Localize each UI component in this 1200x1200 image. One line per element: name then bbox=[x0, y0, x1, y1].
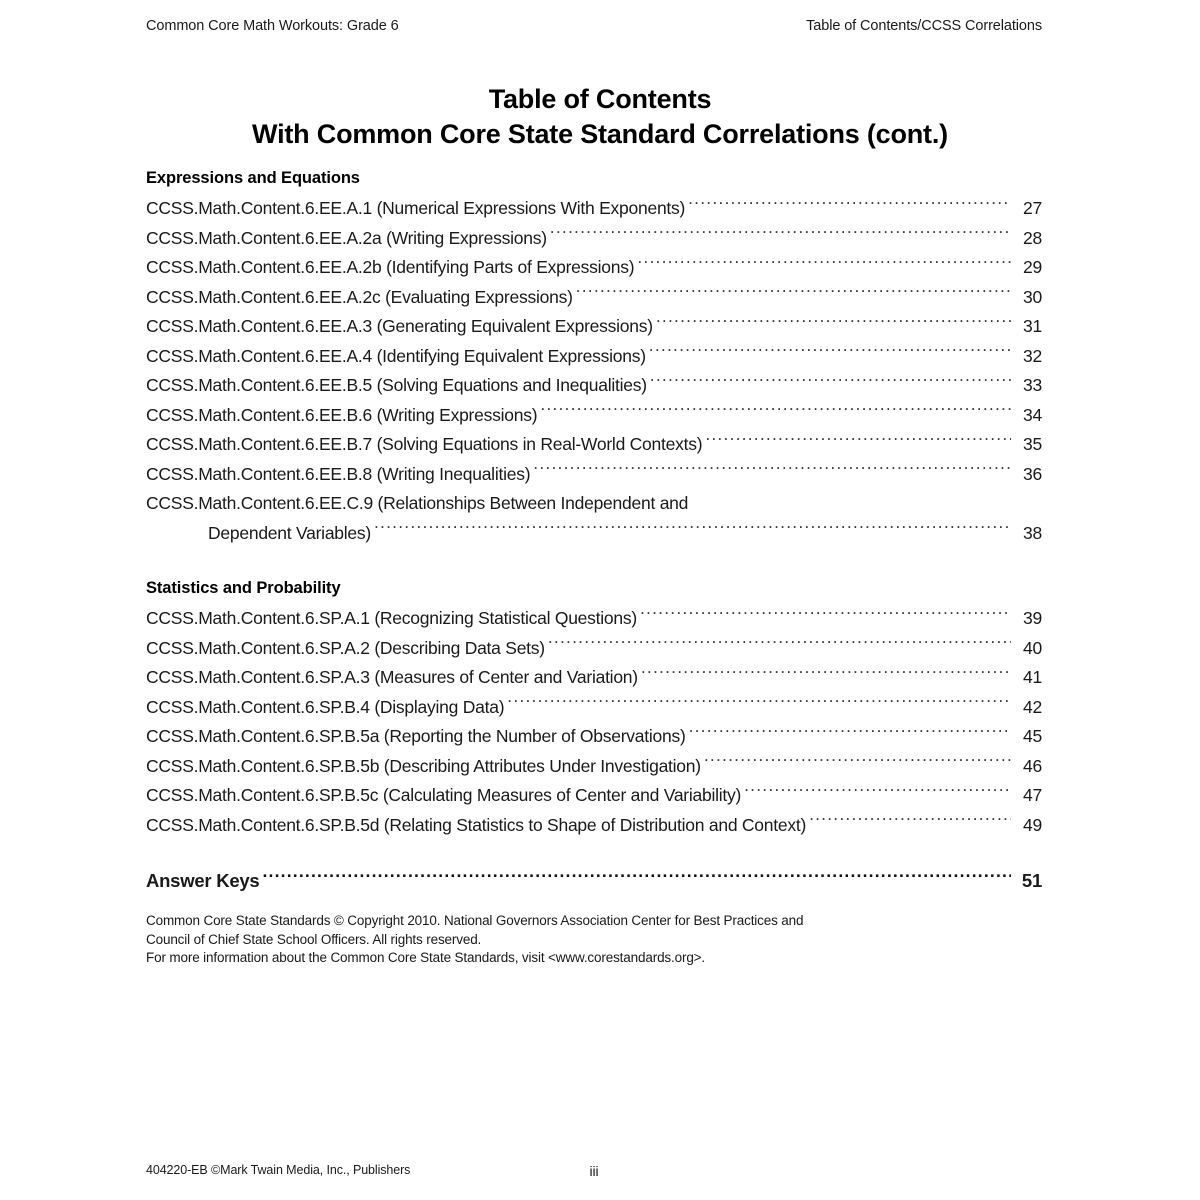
running-head bbox=[146, 18, 1042, 34]
toc-entry[interactable] bbox=[146, 519, 1042, 549]
page-number: iii bbox=[589, 1163, 599, 1179]
toc-entry-label: CCSS.Math.Content.6.EE.A.3 (Generating Equivalent Expressions) bbox=[146, 316, 653, 336]
toc-entry[interactable] bbox=[146, 283, 1042, 313]
running-head-right: Table of Contents/CCSS Correlations bbox=[806, 18, 1042, 34]
section-heading: Expressions and Equations bbox=[146, 169, 360, 187]
toc-entry[interactable] bbox=[146, 811, 1042, 841]
page-title bbox=[100, 82, 1100, 152]
toc-entry[interactable] bbox=[146, 693, 1042, 723]
toc-entry-page: 33 bbox=[1023, 375, 1042, 395]
toc-entry-page: 45 bbox=[1023, 726, 1042, 746]
toc-entry-page: 29 bbox=[1023, 257, 1042, 277]
toc-entry-page: 41 bbox=[1023, 667, 1042, 687]
footnote-line-1: Common Core State Standards © Copyright 2010. National Governors Association Center for Best Practices and bbox=[146, 913, 804, 928]
leader-dots bbox=[704, 754, 1011, 772]
toc-entry-label: CCSS.Math.Content.6.EE.A.2a (Writing Expressions) bbox=[146, 227, 547, 248]
leader-dots bbox=[744, 784, 1011, 802]
leader-dots bbox=[507, 695, 1011, 713]
toc-entry-label: Dependent Variables) bbox=[208, 522, 371, 543]
toc-entry[interactable] bbox=[146, 371, 1042, 401]
toc-entry-label: CCSS.Math.Content.6.EE.A.1 (Numerical Expressions With Exponents) bbox=[146, 198, 686, 218]
toc-entry-label: CCSS.Math.Content.6.SP.B.5c (Calculating Measures of Center and Variability) bbox=[146, 785, 742, 805]
toc-entry-label: CCSS.Math.Content.6.EE.A.2c (Evaluating Expressions) bbox=[146, 286, 573, 307]
toc-entry-label: CCSS.Math.Content.6.SP.A.1 (Recognizing Statistical Questions) bbox=[146, 608, 637, 628]
leader-dots bbox=[705, 433, 1011, 451]
table-of-contents bbox=[146, 168, 1042, 896]
toc-entry-label: CCSS.Math.Content.6.EE.B.6 (Writing Expressions) bbox=[146, 404, 538, 425]
toc-entry[interactable] bbox=[146, 663, 1042, 693]
toc-entry[interactable] bbox=[146, 604, 1042, 634]
toc-entry-page: 34 bbox=[1023, 404, 1042, 425]
leader-dots bbox=[809, 813, 1011, 831]
toc-entry-page: 28 bbox=[1023, 227, 1042, 248]
answer-keys-label: Answer Keys bbox=[146, 870, 260, 891]
leader-dots bbox=[641, 666, 1011, 684]
toc-entry-label: CCSS.Math.Content.6.EE.A.2b (Identifying Parts of Expressions) bbox=[146, 257, 635, 277]
toc-entry[interactable] bbox=[146, 634, 1042, 664]
toc-entry[interactable] bbox=[146, 460, 1042, 490]
leader-dots bbox=[548, 636, 1011, 654]
section-spacer bbox=[146, 548, 1042, 578]
toc-entry-page: 30 bbox=[1023, 286, 1042, 307]
toc-entry-page: 36 bbox=[1023, 463, 1042, 484]
toc-entry-page: 38 bbox=[1023, 522, 1042, 543]
toc-entry-label: CCSS.Math.Content.6.EE.A.4 (Identifying Equivalent Expressions) bbox=[146, 345, 646, 366]
toc-entry-page: 31 bbox=[1023, 316, 1042, 336]
toc-entry-page: 39 bbox=[1023, 608, 1042, 628]
toc-entry-label: CCSS.Math.Content.6.EE.C.9 (Relationships Between Independent and bbox=[146, 493, 689, 513]
leader-dots bbox=[640, 607, 1011, 625]
toc-entry[interactable] bbox=[146, 722, 1042, 752]
footnote-line-2: Council of Chief State School Officers. All rights reserved. bbox=[146, 931, 482, 947]
toc-entry-label: CCSS.Math.Content.6.EE.B.8 (Writing Inequalities) bbox=[146, 463, 531, 484]
toc-entry[interactable] bbox=[146, 342, 1042, 372]
toc-entry[interactable] bbox=[146, 194, 1042, 224]
title-line-secondary: With Common Core State Standard Correlations (cont.) bbox=[252, 119, 948, 149]
toc-entry-label: CCSS.Math.Content.6.SP.B.5b (Describing Attributes Under Investigation) bbox=[146, 755, 701, 776]
leader-dots bbox=[262, 869, 1011, 888]
section-heading: Statistics and Probability bbox=[146, 579, 341, 597]
toc-entry[interactable] bbox=[146, 489, 1042, 519]
leader-dots bbox=[650, 374, 1011, 392]
footnote-line-3: For more information about the Common Core State Standards, visit <www.corestandards.org>. bbox=[146, 950, 706, 965]
title-line-primary: Table of Contents bbox=[488, 84, 712, 114]
toc-entry[interactable] bbox=[146, 781, 1042, 811]
toc-entry-label: CCSS.Math.Content.6.EE.B.5 (Solving Equations and Inequalities) bbox=[146, 375, 647, 395]
toc-entry-page: 49 bbox=[1023, 814, 1042, 835]
toc-entry[interactable] bbox=[146, 430, 1042, 460]
toc-entry-page: 35 bbox=[1023, 434, 1042, 454]
copyright-footnote bbox=[146, 912, 1046, 968]
toc-entry-page: 32 bbox=[1023, 345, 1042, 366]
toc-entry-page: 27 bbox=[1023, 198, 1042, 218]
toc-entry[interactable] bbox=[146, 253, 1042, 283]
leader-dots bbox=[576, 285, 1011, 303]
answer-keys-entry[interactable] bbox=[146, 866, 1042, 896]
leader-dots bbox=[649, 344, 1011, 362]
toc-entry-label: CCSS.Math.Content.6.SP.A.3 (Measures of Center and Variation) bbox=[146, 667, 638, 687]
leader-dots bbox=[691, 492, 1011, 510]
toc-entry-page: 47 bbox=[1023, 785, 1042, 805]
toc-entry-label: CCSS.Math.Content.6.SP.B.5a (Reporting the Number of Observations) bbox=[146, 726, 686, 746]
toc-entry-page: 46 bbox=[1023, 755, 1042, 776]
leader-dots bbox=[688, 197, 1011, 215]
toc-entry[interactable] bbox=[146, 401, 1042, 431]
answer-keys-page: 51 bbox=[1021, 870, 1042, 891]
leader-dots bbox=[637, 256, 1011, 274]
toc-entry-label: CCSS.Math.Content.6.SP.B.4 (Displaying Data) bbox=[146, 696, 505, 717]
toc-entry[interactable] bbox=[146, 224, 1042, 254]
toc-entry-label: CCSS.Math.Content.6.SP.A.2 (Describing Data Sets) bbox=[146, 637, 545, 658]
leader-dots bbox=[656, 315, 1011, 333]
leader-dots bbox=[374, 521, 1011, 539]
running-head-left: Common Core Math Workouts: Grade 6 bbox=[146, 18, 399, 34]
leader-dots bbox=[689, 725, 1011, 743]
toc-entry-label: CCSS.Math.Content.6.SP.B.5d (Relating Statistics to Shape of Distribution and Context) bbox=[146, 814, 807, 835]
toc-entry[interactable] bbox=[146, 752, 1042, 782]
toc-entry-page: 42 bbox=[1023, 696, 1042, 717]
toc-entry[interactable] bbox=[146, 312, 1042, 342]
publisher-imprint: 404220-EB ©Mark Twain Media, Inc., Publishers bbox=[146, 1163, 411, 1177]
leader-dots bbox=[540, 403, 1011, 421]
toc-entry-label: CCSS.Math.Content.6.EE.B.7 (Solving Equations in Real-World Contexts) bbox=[146, 434, 703, 454]
leader-dots bbox=[550, 226, 1011, 244]
toc-entry-page: 40 bbox=[1023, 637, 1042, 658]
leader-dots bbox=[533, 462, 1011, 480]
